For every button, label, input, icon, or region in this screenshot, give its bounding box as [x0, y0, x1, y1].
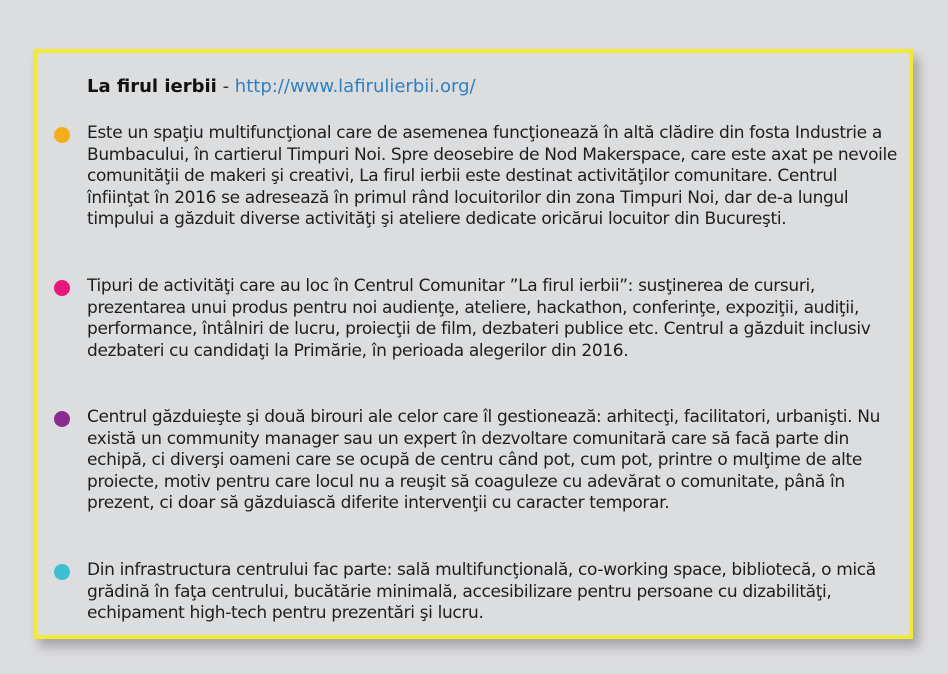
- heading: [87, 75, 476, 99]
- bullet-purple-icon: [54, 411, 70, 427]
- bullet-cyan-icon: [54, 564, 70, 580]
- paragraph-description: Este un spaţiu multifuncţional care de asemenea funcţionează în altă clădire din fosta Industrie a Bumbacului, în cartierul Timpuri Noi. Spre deosebire de Nod Makerspace, care este axat pe nevoile comunităţii de makeri şi creativi, La firul ierbii este destinat activităţilor comunitare. Centrul înfiinţat în 2016 se adresează în primul rând locuitorilor din zona Timpuri Noi, dar de-a lungul timpului a găzduit diverse activităţi şi ateliere dedicate oricărui locuitor din Bucureşti.: [87, 123, 898, 229]
- heading-separator: -: [216, 76, 235, 97]
- bullet-pink-icon: [54, 280, 70, 296]
- paragraph-activities: Tipuri de activităţi care au loc în Centrul Comunitar ”La firul ierbii”: susţinerea de cursuri, prezentarea unui produs pentru noi audienţe, ateliere, hackathon, conferinţe, expoziţii, audiţii, performance, întâlniri de lucru, proiecţii de film, dezbateri publice etc. Centrul a găzduit inclusiv dezbateri cu candidaţi la Primărie, în perioada alegerilor din 2016.: [87, 276, 871, 361]
- bullet-orange-icon: [54, 127, 70, 143]
- heading-title: La firul ierbii: [87, 76, 217, 97]
- paragraph-infrastructure: Din infrastructura centrului fac parte: sală multifuncţională, co-working space, bibliotecă, o mică grădină în faţa centrului, bucătărie minimală, accesibilizare pentru persoane cu dizabilităţi, echipament high-tech pentru prezentări şi lucru.: [87, 560, 876, 623]
- website-link[interactable]: http://www.lafirulierbii.org/: [234, 76, 476, 97]
- paragraph-management: Centrul găzduieşte şi două birouri ale celor care îl gestionează: arhitecţi, facilitatori, urbanişti. Nu există un community manager sau un expert în dezvoltare comunitară care să facă parte din echipă, ci diverşi oameni care se ocupă de centru când pot, cum pot, printre o mulţime de alte proiecte, motiv pentru care locul nu a reuşit să coaguleze cu adevărat o comunitate, până în prezent, ci doar să găzduiască diferite intervenţii cu caracter temporar.: [87, 407, 881, 513]
- content-frame: [33, 49, 913, 639]
